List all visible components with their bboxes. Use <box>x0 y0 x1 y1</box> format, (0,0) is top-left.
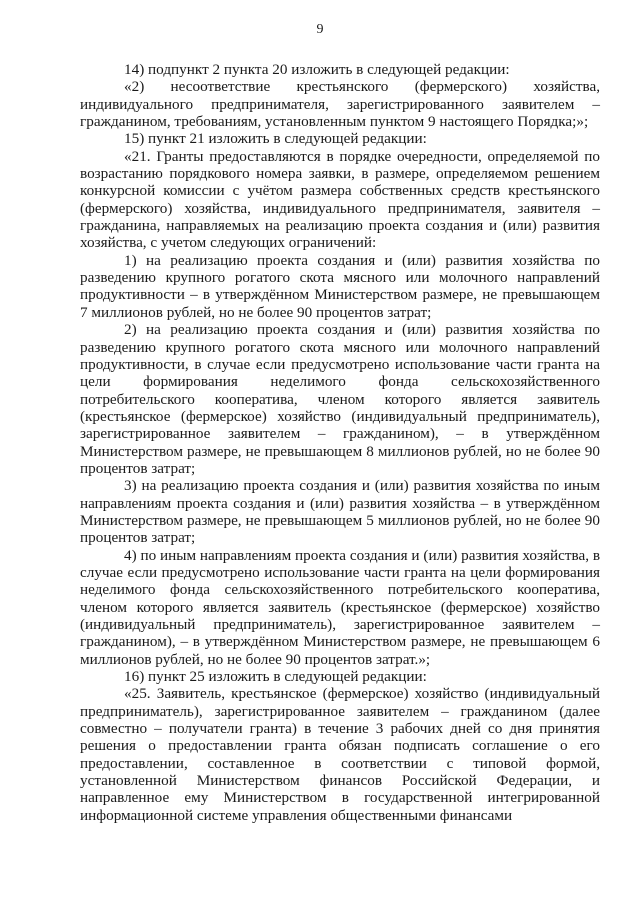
paragraph-item-16: 16) пункт 25 изложить в следующей редакции: <box>124 668 427 686</box>
paragraph-quote-point-25: «25. Заявитель, крестьянское (фермерское) хозяйство (индивидуальный предприниматель), зарегистрированное заявителем – гражданином (далее совместно – получатели гранта) в течение 3 рабочих дней со дня принятия решения о предоставлении гранта обязан подписать соглашение о его предоставлении, составленное в соответствии с типовой формой, установленной Министерством финансов Российской Федерации, и направленное ему Министерством в государственной интегрированной информационной системе управления общественными финансами <box>80 685 600 824</box>
paragraph-limit-1: 1) на реализацию проекта создания и (или) развития хозяйства по разведению крупного рогатого скота мясного или молочного направлений продуктивности – в утверждённом Министерством размере, не превышающем 7 миллионов рублей, но не более 90 процентов затрат; <box>80 251 600 321</box>
paragraph-quote-point-21: «21. Гранты предоставляются в порядке очередности, определяемой по возрастанию порядкового номера заявки, в размере, определяемом решением конкурсной комиссии с учётом размера собственных средств крестьянского (фермерского) хозяйства, индивидуального предпринимателя, заявителя – гражданина, направляемых на реализацию проекта создания и (или) развития хозяйства, с учетом следующих ограничений: <box>80 147 600 252</box>
page-number: 9 <box>316 22 324 37</box>
paragraph-item-14: 14) подпункт 2 пункта 20 изложить в следующей редакции: <box>124 61 510 78</box>
paragraph-limit-4: 4) по иным направлениям проекта создания и (или) развития хозяйства, в случае если предусмотрено использование части гранта на цели формирования неделимого фонда сельскохозяйственного потребительского кооператива, членом которого является заявитель (крестьянское (фермерское) хозяйство (индивидуальный предприниматель), зарегистрированное заявителем – гражданином), – в утверждённом Министерством размере, не превышающем 6 миллионов рублей, но не более 90 процентов затрат.»; <box>80 546 600 668</box>
paragraph-limit-2: 2) на реализацию проекта создания и (или) развития хозяйства по разведению крупного рогатого скота мясного или молочного направлений продуктивности, в случае если предусмотрено использование части гранта на цели формирования неделимого фонда сельскохозяйственного потребительского кооператива, членом которого является заявитель (крестьянское (фермерское) хозяйство (индивидуальный предприниматель), зарегистрированное заявителем – гражданином), – в утверждённом Министерством размере, не превышающем 8 миллионов рублей, но не более 90 процентов затрат; <box>80 321 600 477</box>
paragraph-item-15: 15) пункт 21 изложить в следующей редакции: <box>124 130 427 148</box>
paragraph-limit-3: 3) на реализацию проекта создания и (или) развития хозяйства по иным направлениям проекта создания и (или) развития хозяйства – в утверждённом Министерством размере, не превышающем 5 миллионов рублей, но не более 90 процентов затрат; <box>80 477 600 547</box>
paragraph-quote-subitem-2: «2) несоответствие крестьянского (фермерского) хозяйства, индивидуального предпринимателя, зарегистрированного заявителем – гражданином, требованиям, установленным пунктом 9 настоящего Порядка;»; <box>80 78 600 131</box>
document-body <box>80 61 600 824</box>
